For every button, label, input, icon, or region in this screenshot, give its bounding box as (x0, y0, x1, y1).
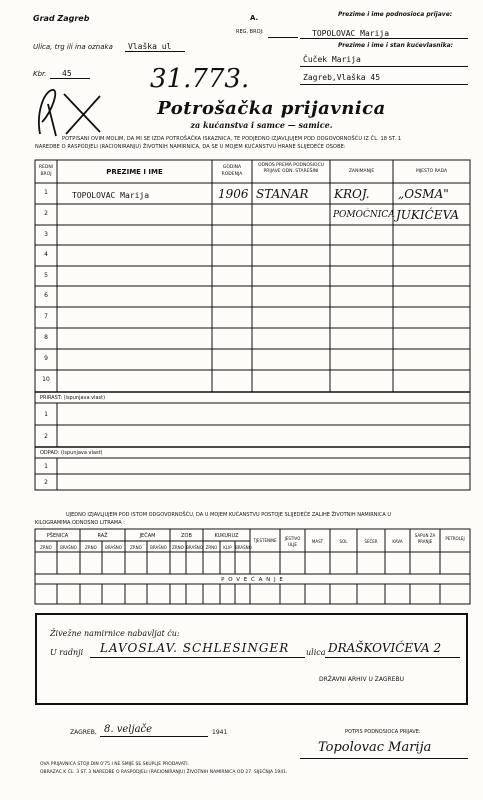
povecanje-label: P O V E Ć A N J E (221, 577, 284, 583)
kbr-label: Kbr. (33, 70, 47, 78)
prirast-row-number: 1 (44, 411, 48, 418)
footer-place: ZAGREB, (70, 729, 97, 736)
landlord-name: Čuček Marija (303, 55, 361, 64)
odpad-row-number: 1 (44, 463, 48, 470)
row-number: 6 (44, 292, 48, 299)
reg-label: REG. BROJ: (236, 29, 264, 35)
landlord-address: Zagreb,Vlaška 45 (303, 73, 381, 82)
stock-other-header: MAST (311, 539, 324, 544)
stock-sub-header: BRAŠNO (60, 545, 77, 550)
row-number: 3 (44, 231, 48, 238)
footer-note-2: OBRAZAC K ČL. 3 ST. 3 NAREDBE O RASPODJELI (RACIONIRANJU) ŽIVOTNIH NAMIRNICA OD 27. SIJEČNJA 1941. (40, 770, 288, 775)
archive-stamp: DRŽAVNI ARHIV U ZAGREBU (319, 676, 404, 683)
form-title: Potrošačka prijavnica (157, 98, 386, 119)
stock-sub-header: ZRNO (85, 545, 97, 550)
col-header-relation: ODNOS PREMA PODNOSIOCU PRIJAVE ODN. STAREŠINI (257, 163, 325, 174)
col-header-job: ZANIMANJE (348, 169, 375, 174)
stock-sub-header: BRAŠNO (235, 545, 252, 550)
stock-group-header: JEČAM (139, 533, 156, 539)
stock-group-header: RAŽ (97, 533, 108, 539)
ulica-label: ulica (306, 648, 326, 657)
street-label: Ulica, trg ili ina oznaka (33, 43, 113, 51)
stock-sub-header: ZRNO (205, 545, 218, 550)
prirast-label: PRIRAST: (ispunjava vlast) (40, 395, 106, 401)
col-header-work: MJESTO RADA (415, 169, 448, 174)
shop-label: Živežne namirnice nabavljat ću: (50, 629, 180, 638)
footer-note-1: OVA PRIJAVNICA STOJI DIN 0'75 I NE SMIJE SE SKUPLJE PRODAVATI. (40, 762, 190, 767)
footer-year: 1941 (212, 729, 228, 736)
stock-sub-header: ZRNO (172, 545, 184, 550)
city-label: Grad Zagreb (33, 14, 90, 23)
stock-other-header: SOL (339, 539, 348, 544)
stock-sub-header: BRAŠNO (186, 545, 203, 550)
row-number: 9 (44, 355, 48, 362)
stock-group-header: PŠENICA (46, 533, 69, 539)
intro-line-1: POTPISANI OVIM MOLIM, DA MI SE IZDA POTROŠAČKA ISKAZNICA, TE PODJEDNO IZJAVLJUJEM POD ODGOVORNOŠĆU IZ ČL. 18 ST. 1 (62, 136, 402, 142)
person-workplace: JUKIĆEVA (396, 208, 460, 222)
stock-other-header: ŠEĆER (364, 539, 378, 544)
applicant-label: Prezime i ime podnosioca prijave: (338, 11, 453, 18)
footer-date: 8. veljače (104, 724, 153, 735)
signature-label: POTPIS PODNOSIOCA PRIJAVE: (345, 729, 421, 735)
stock-group-header: ZOB (181, 533, 192, 539)
kbr-value: 45 (62, 69, 72, 78)
person-relation: STANAR (256, 187, 309, 201)
form-subtitle: za kućanstva i samce — samice. (190, 120, 333, 130)
form-letter: A. (250, 14, 259, 22)
stock-intro-1: UJEDNO IZJAVLJUJEM POD ISTOM ODGOVORNOŠĆU, DA U MOJEM KUĆANSTVU POSTOJE SLIJEDEĆE ZALIHE ŽIVOTNIH NAMIRNICA U (66, 512, 392, 518)
stock-intro-2: KILOGRAMIMA ODNOSNO LITRAMA : (35, 520, 125, 526)
person-job: KROJ. (334, 187, 370, 201)
col-header-num: REDNI BROJ (38, 165, 54, 177)
stock-other-header: JESTIVO ULJE (284, 536, 301, 547)
person-job: POMOĆNICA (333, 210, 395, 220)
handwritten-number: 31.773. (150, 64, 250, 94)
odpad-label: ODPAD: (ispunjava vlast) (40, 450, 103, 456)
store-value: LAVOSLAV. SCHLESINGER (100, 641, 290, 655)
intro-line-2: NAREDBE O RASPODJELI (RACIONIRANJU) ŽIVOTNIH NAMIRNICA, DA SE U MOJEM KUĆANSTVU HRANE SLIJEDEĆE OSOBE: (35, 144, 346, 150)
store-label: U radnji (50, 648, 84, 657)
row-number: 1 (44, 189, 48, 196)
stock-other-header: KAVA (392, 539, 403, 544)
landlord-label: Prezime i ime i stan kućevlasnika: (338, 42, 454, 49)
person-name: TOPOLOVAC Marija (72, 191, 150, 200)
stock-sub-header: BRAŠNO (150, 545, 167, 550)
row-number: 5 (44, 272, 48, 279)
row-number: 4 (44, 251, 48, 258)
stock-other-header: SAPUN ZA PRANJE (414, 533, 436, 544)
row-number: 7 (44, 313, 48, 320)
col-header-year: GODINA ROĐENJA (221, 165, 243, 177)
col-header-name: PREZIME I IME (106, 168, 163, 176)
row-number: 2 (44, 210, 48, 217)
street-value: Vlaška ul (128, 42, 172, 51)
ulica-value: DRAŠKOVIĆEVA 2 (328, 641, 442, 655)
stock-sub-header: KLIP (223, 545, 232, 550)
stock-sub-header: ZRNO (130, 545, 142, 550)
person-year: 1906 (218, 187, 249, 201)
prirast-row-number: 2 (44, 433, 48, 440)
stock-sub-header: BRAŠNO (105, 545, 122, 550)
stock-sub-header: ZRNO (40, 545, 52, 550)
stock-other-header: PETROLEJ (445, 536, 465, 541)
applicant-value: TOPOLOVAC Marija (312, 29, 390, 38)
shop-box (35, 613, 468, 705)
row-number: 10 (42, 376, 50, 383)
odpad-row-number: 2 (44, 479, 48, 486)
stock-group-header: KUKURUZ (214, 533, 239, 539)
signature: Topolovac Marija (318, 740, 432, 755)
person-workplace: „OSMA" (398, 187, 449, 201)
stock-other-header: TJESTENINE (253, 538, 277, 543)
row-number: 8 (44, 334, 48, 341)
